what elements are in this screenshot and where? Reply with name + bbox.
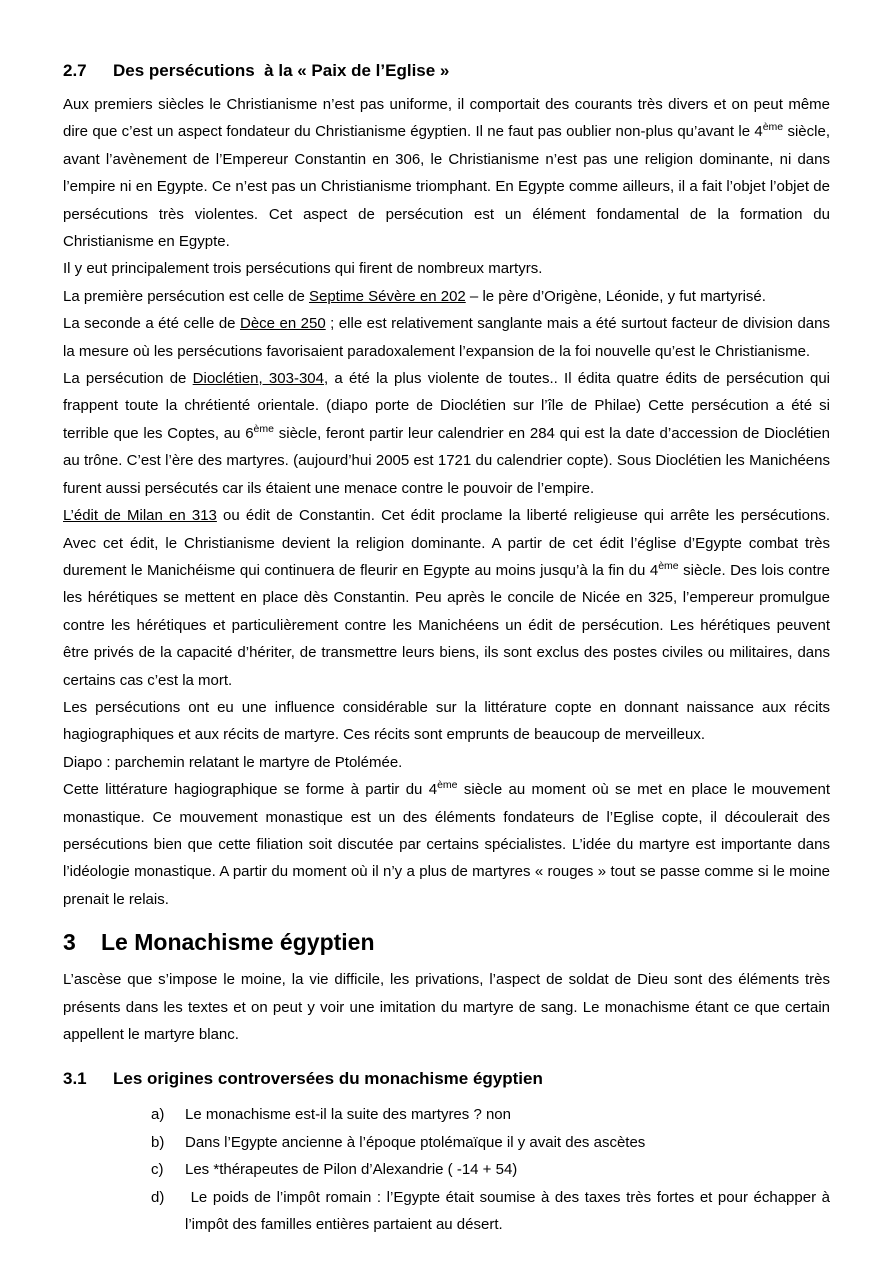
text-run: Les persécutions ont eu une influence considérable sur la littérature copte en donnant naissance aux récits hagiographiques et aux récits de martyre. Ces récits sont emprunts de beaucoup de merveilleux. <box>63 698 830 744</box>
heading-number: 3 <box>63 929 76 956</box>
heading-text: Le Monachisme égyptien <box>101 929 375 956</box>
text-run: La seconde a été celle de <box>63 315 240 333</box>
list-marker: c) <box>151 1161 164 1179</box>
underlined-text: L’édit de Milan en 313 <box>63 507 217 525</box>
heading-text: Des persécutions à la « Paix de l’Eglise » <box>113 61 450 80</box>
text-run: La première persécution est celle de <box>63 287 309 305</box>
list-item-text <box>185 1129 830 1156</box>
paragraph <box>63 502 830 694</box>
section-heading-3 <box>63 927 830 957</box>
heading-text: Les origines controversées du monachisme égyptien <box>113 1069 543 1089</box>
list-item-text <box>185 1101 830 1128</box>
superscript-text: ème <box>437 779 458 792</box>
text-run: siècle. Des lois contre les hérétiques se mettent en place dès Constantin. Peu après le concile de Nicée en 325, l’empereur promulgue contre les hérétiques et particulièrement contre les Manichéens un édit de persécution. Les hérétiques peuvent être privés de la capacité d’hériter, de transmettre leurs biens, ils sont exclus des postes civiles ou militaires, dans certains cas c’est la mort. <box>63 561 830 689</box>
paragraph <box>63 694 830 749</box>
list-item <box>63 1156 830 1183</box>
superscript-text: ème <box>762 121 784 134</box>
text-run: Les *thérapeutes de Pilon d’Alexandrie ( -14 + 54) <box>185 1161 518 1179</box>
paragraph <box>63 255 830 282</box>
text-run: L’ascèse que s’impose le moine, la vie difficile, les privations, l’aspect de soldat de Dieu sont des éléments très présents dans les textes et on peut y voir une imitation du martyre de sang. Le monachisme étant ce que certain appellent le martyre blanc. <box>63 971 830 1043</box>
list-item <box>63 1101 830 1128</box>
text-run: Le monachisme est-il la suite des martyres ? non <box>185 1106 511 1124</box>
heading-number: 3.1 <box>63 1069 87 1089</box>
text-run: Diapo : parchemin relatant le martyre de Ptolémée. <box>63 753 403 771</box>
paragraph <box>63 776 830 913</box>
text-run: – le père d’Origène, Léonide, y fut martyrisé. <box>465 287 766 305</box>
underlined-text: Septime Sévère en 202 <box>308 287 466 305</box>
list-marker: b) <box>151 1133 165 1151</box>
ordered-list <box>63 1101 835 1238</box>
paragraph <box>63 310 830 365</box>
text-run: siècle au moment où se met en place le mouvement monastique. Ce mouvement monastique est un des éléments fondateurs de l’Eglise copte, il découlerait des persécutions bien que cette filiation soit discutée par certains spécialistes. L’idée du martyre est importante dans l’idéologie monastique. A partir du moment où il n’y a plus de martyres « rouges » tout se passe comme si le moine prenait le relais. <box>63 781 830 908</box>
paragraph <box>63 283 830 310</box>
paragraph <box>63 91 830 255</box>
text-run: siècle, feront partir leur calendrier en 284 qui est la date d’accession de Dioclétien au trône. C’est l’ère des martyres. (aujourd’hui 2005 est 1721 du calendrier copte). Sous Dioclétien les Manichéens furent aussi persécutés car ils étaient une menace contre le pouvoir de l’empire. <box>63 424 830 497</box>
paragraph <box>63 749 830 776</box>
text-run: Le poids de l’impôt romain : l’Egypte était soumise à des taxes très fortes et pour échapper à l’impôt des familles entières partaient au désert. <box>185 1188 835 1234</box>
superscript-text: ème <box>658 559 679 572</box>
superscript-text: ème <box>253 422 274 435</box>
text-run: Cette littérature hagiographique se forme à partir du 4 <box>63 781 438 799</box>
text-run: , a été la plus violente de toutes.. Il édita quatre édits de persécution qui frappent toute la chrétienté orientale. (diapo porte de Dioclétien sur l’île de Philae) Cette persécution a été si terrible que les Coptes, au 6 <box>63 370 830 442</box>
list-item-text <box>185 1184 835 1239</box>
text-run: ; elle est relativement sanglante mais a été surtout facteur de division dans la mesure où les persécutions favorisaient paradoxalement l’expansion de la foi nouvelle qu’est le Christianisme. <box>63 315 830 360</box>
paragraph <box>63 365 830 502</box>
list-item <box>63 1129 830 1156</box>
text-run: Il y eut principalement trois persécutions qui firent de nombreux martyrs. <box>63 260 543 278</box>
text-run: siècle, avant l’avènement de l’Empereur Constantin en 306, le Christianisme n’est pas une religion dominante, ni dans l’empire ni en Egypte. Ce n’est pas un Christianisme triomphant. En Egypte comme ailleurs, il a fait l’objet l’objet de persécutions très violentes. Cet aspect de persécution est un élément fondamental de la formation du Christianisme en Egypte. <box>63 123 830 251</box>
section-heading-2-7 <box>63 60 830 82</box>
list-marker: d) <box>151 1188 165 1206</box>
list-marker: a) <box>151 1106 165 1124</box>
list-item-text <box>185 1156 830 1183</box>
underlined-text: Dèce en 250 <box>240 315 326 333</box>
underlined-text: Dioclétien, 303-304 <box>192 370 324 388</box>
paragraph <box>63 966 830 1048</box>
heading-number: 2.7 <box>63 61 87 80</box>
document-body <box>63 60 835 1238</box>
text-run: La persécution de <box>63 370 193 388</box>
section-heading-3-1 <box>63 1068 830 1090</box>
list-item <box>63 1184 835 1239</box>
text-run: Aux premiers siècles le Christianisme n’est pas uniforme, il comportait des courants très divers et on peut même dire que c’est un aspect fondateur du Christianisme égyptien. Il ne faut pas oublier non-plus qu’avant le 4 <box>63 96 830 141</box>
text-run: ou édit de Constantin. Cet édit proclame la liberté religieuse qui arrête les persécutions. Avec cet édit, le Christianisme devient la religion dominante. A partir de cet édit l’église d’Egypte combat très durement le Manichéisme qui continuera de fleurir en Egypte au moins jusqu’à la fin du 4 <box>63 507 830 579</box>
text-run: Dans l’Egypte ancienne à l’époque ptolémaïque il y avait des ascètes <box>185 1133 646 1151</box>
